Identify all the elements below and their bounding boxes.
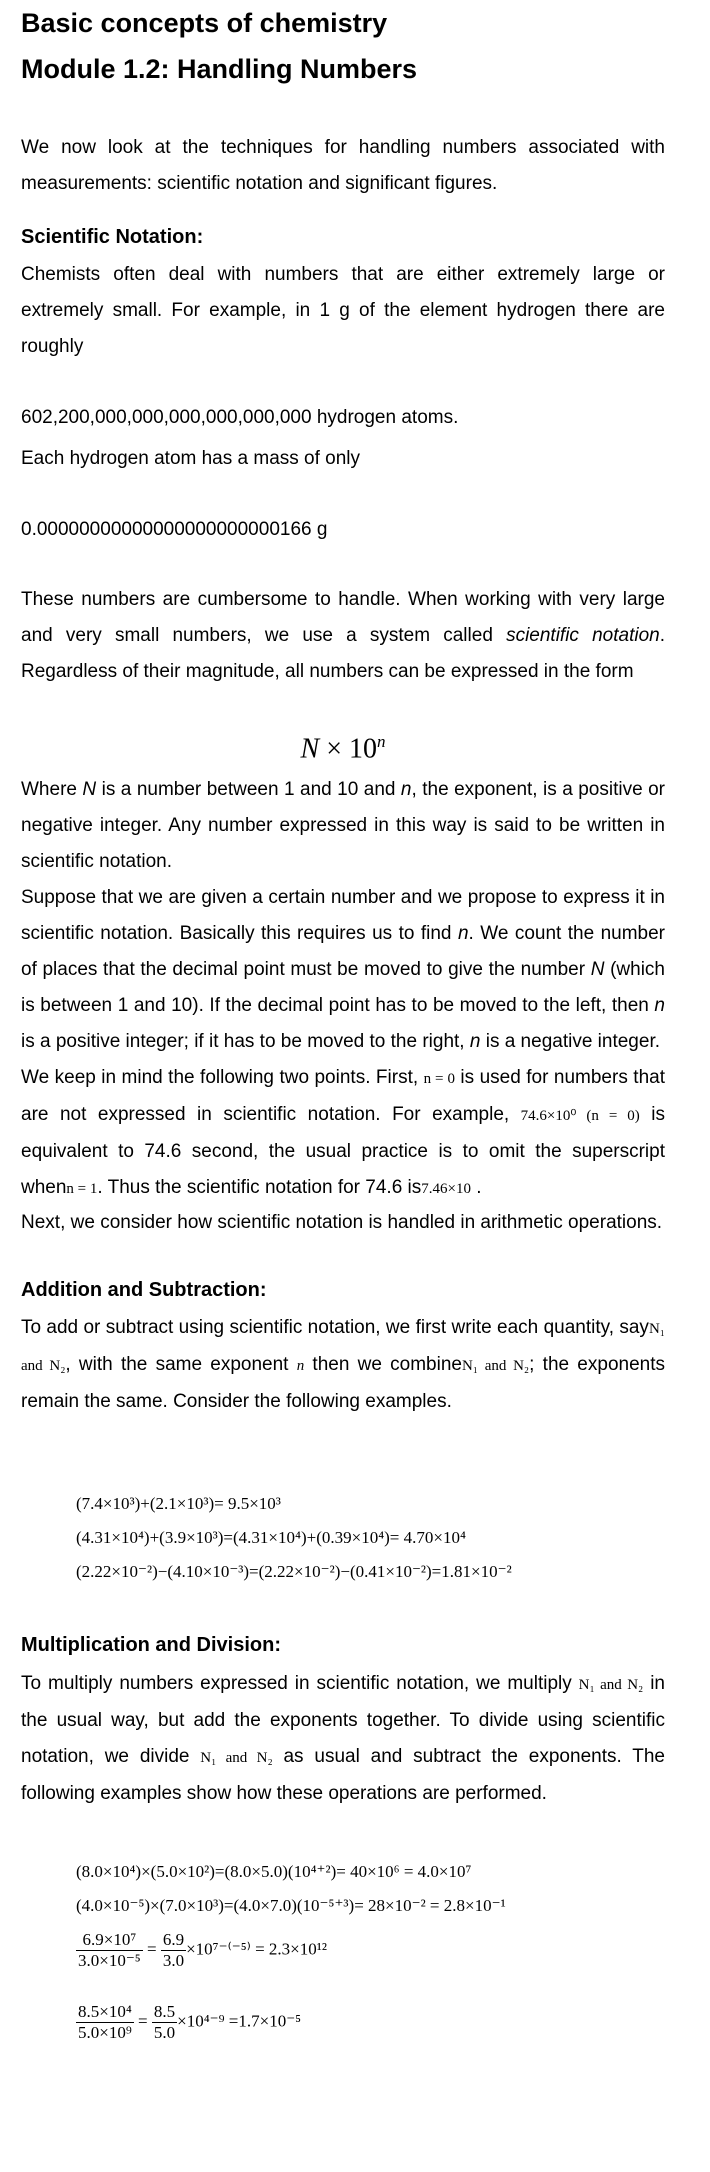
where-c: , the exponent, is a positive or negative integer. Any number expressed in this way is said to be written in scientific notation. [21,779,665,872]
sci-paragraph-1: Chemists often deal with numbers that are either extremely large or extremely small. For example, in 1 g of the element hydrogen there are roughly [21,264,665,357]
add-c: then we combine [304,1354,462,1375]
where-paragraph [21,772,665,880]
add-m2: n [296,1358,305,1374]
keep-m1: n = 0 [423,1071,455,1087]
keep-d: . Thus the scientific notation for 74.6 is [97,1177,422,1198]
heading-addition-subtraction: Addition and Subtraction: [21,1279,267,1301]
keep-c: is equivalent to 74.6 second, the usual practice is to omit the superscript when [21,1104,665,1198]
div1-denominator: 3.0×10⁻⁵ [78,1951,141,1970]
mul-paragraph [21,1666,665,1812]
div2-numerator-2: 8.5 [153,2002,176,2021]
div1-rest: ×10⁷⁻⁽⁻⁵⁾ = 2.3×10¹² [186,1939,327,1959]
suppose-a: Suppose that we are given a certain number and we propose to express it in scientific notation. Basically this requires us to find [21,887,665,944]
mul-b: in the usual way, but add the exponents together. To divide using scientific notation, we divide [21,1673,665,1767]
div1-numerator: 6.9×10⁷ [76,1930,143,1951]
div-example-2 [76,2002,301,2043]
add-example-3: (2.22×10⁻²)−(4.10×10⁻³)=(2.22×10⁻²)−(0.41×10⁻²)=1.81×10⁻² [76,1562,512,1581]
add-example-1: (7.4×10³)+(2.1×10³)= 9.5×10³ [76,1494,281,1513]
div2-numerator: 8.5×10⁴ [78,2002,132,2021]
cumbersome-paragraph [21,582,665,690]
add-b: , with the same exponent [65,1354,297,1375]
heading-multiplication-division: Multiplication and Division: [21,1634,281,1656]
mul-c: as usual and subtract the exponents. The following examples show how these operations are performed. [21,1746,665,1804]
formula-times: × 10 [319,733,377,765]
div-example-1 [76,1930,327,1971]
heading-scientific-notation: Scientific Notation: [21,226,204,248]
div2-fraction-2 [152,2002,177,2043]
where-b: is a number between 1 and 10 and [96,779,401,800]
div1-denominator-2: 3.0 [162,1951,185,1970]
suppose-paragraph [21,880,665,1060]
scientific-notation-formula [21,732,665,765]
where-a: Where [21,779,83,800]
div2-fraction [76,2002,134,2043]
big-number-line: 602,200,000,000,000,000,000,000 hydrogen atoms. [21,407,459,428]
add-a: To add or subtract using scientific notation, we first write each quantity, say [21,1317,649,1338]
where-N: N [82,779,97,800]
add-d: ; the exponents remain the same. Consider the following examples. [21,1354,665,1412]
suppose-n3: n [469,1031,481,1052]
suppose-n1: n [457,923,469,944]
suppose-c: (which is between 1 and 10). If the decimal point has to be moved to the left, then [21,959,665,1016]
keep-paragraph [21,1060,665,1207]
cumbersome-b: . Regardless of their magnitude, all numbers can be expressed in the form [21,625,665,682]
title-line-2: Module 1.2: Handling Numbers [21,54,418,84]
suppose-e: is a negative integer. [480,1031,661,1052]
mul-a: To multiply numbers expressed in scientific notation, we multiply [21,1673,579,1694]
keep-e: . [471,1177,482,1198]
suppose-n2: n [654,995,665,1016]
mul-example-1: (8.0×10⁴)×(5.0×10²)=(8.0×5.0)(10⁴⁺²)= 40×10⁶ = 4.0×10⁷ [76,1862,472,1881]
cumbersome-a: These numbers are cumbersome to handle. When working with very large and very small numbers, we use a system called [21,589,665,646]
div1-fraction-2 [161,1930,186,1971]
div1-numerator-2: 6.9 [162,1930,185,1949]
div1-equals: = [142,1939,161,1959]
formula-N: N [300,733,320,765]
add-example-2: (4.31×10⁴)+(3.9×10³)=(4.31×10⁴)+(0.39×10⁴)= 4.70×10⁴ [76,1528,466,1547]
mul-example-2: (4.0×10⁻⁵)×(7.0×10³)=(4.0×7.0)(10⁻⁵⁺³)= 28×10⁻² = 2.8×10⁻¹ [76,1896,506,1915]
keep-m2: 74.6×10⁰ (n = 0) [520,1108,640,1124]
intro-paragraph: We now look at the techniques for handling numbers associated with measurements: scientific notation and significant figures. [21,137,665,194]
keep-b: is used for numbers that are not expressed in scientific notation. For example, [21,1067,665,1125]
div2-equals: = [133,2011,152,2031]
small-number-line: 0.00000000000000000000000166 g [21,519,328,540]
div2-denominator-2: 5.0 [153,2023,176,2042]
mul-m1: N₁ and N₂ [578,1677,644,1693]
formula-n: n [376,732,386,751]
div1-fraction [76,1930,143,1971]
add-paragraph [21,1310,665,1420]
add-m3: N₁ and N₂ [461,1358,530,1374]
suppose-d: is a positive integer; if it has to be moved to the right, [21,1031,470,1052]
keep-m3: n = 1 [66,1181,98,1197]
keep-m4: 7.46×10 [421,1181,471,1197]
where-n: n [400,779,412,800]
suppose-N: N [590,959,605,980]
mass-line: Each hydrogen atom has a mass of only [21,448,361,469]
suppose-b: . We count the number of places that the decimal point must be moved to give the number [21,923,665,980]
add-m1: N₁ and N₂ [21,1321,665,1374]
div2-rest: ×10⁴⁻⁹ =1.7×10⁻⁵ [177,2011,302,2031]
keep-a: We keep in mind the following two points. First, [21,1067,424,1088]
cumbersome-em: scientific notation [506,625,660,646]
next-paragraph: Next, we consider how scientific notation is handled in arithmetic operations. [21,1212,663,1233]
mul-m2: N₁ and N₂ [200,1750,273,1766]
div2-denominator: 5.0×10⁹ [78,2023,132,2042]
title-line-1: Basic concepts of chemistry [21,8,388,38]
